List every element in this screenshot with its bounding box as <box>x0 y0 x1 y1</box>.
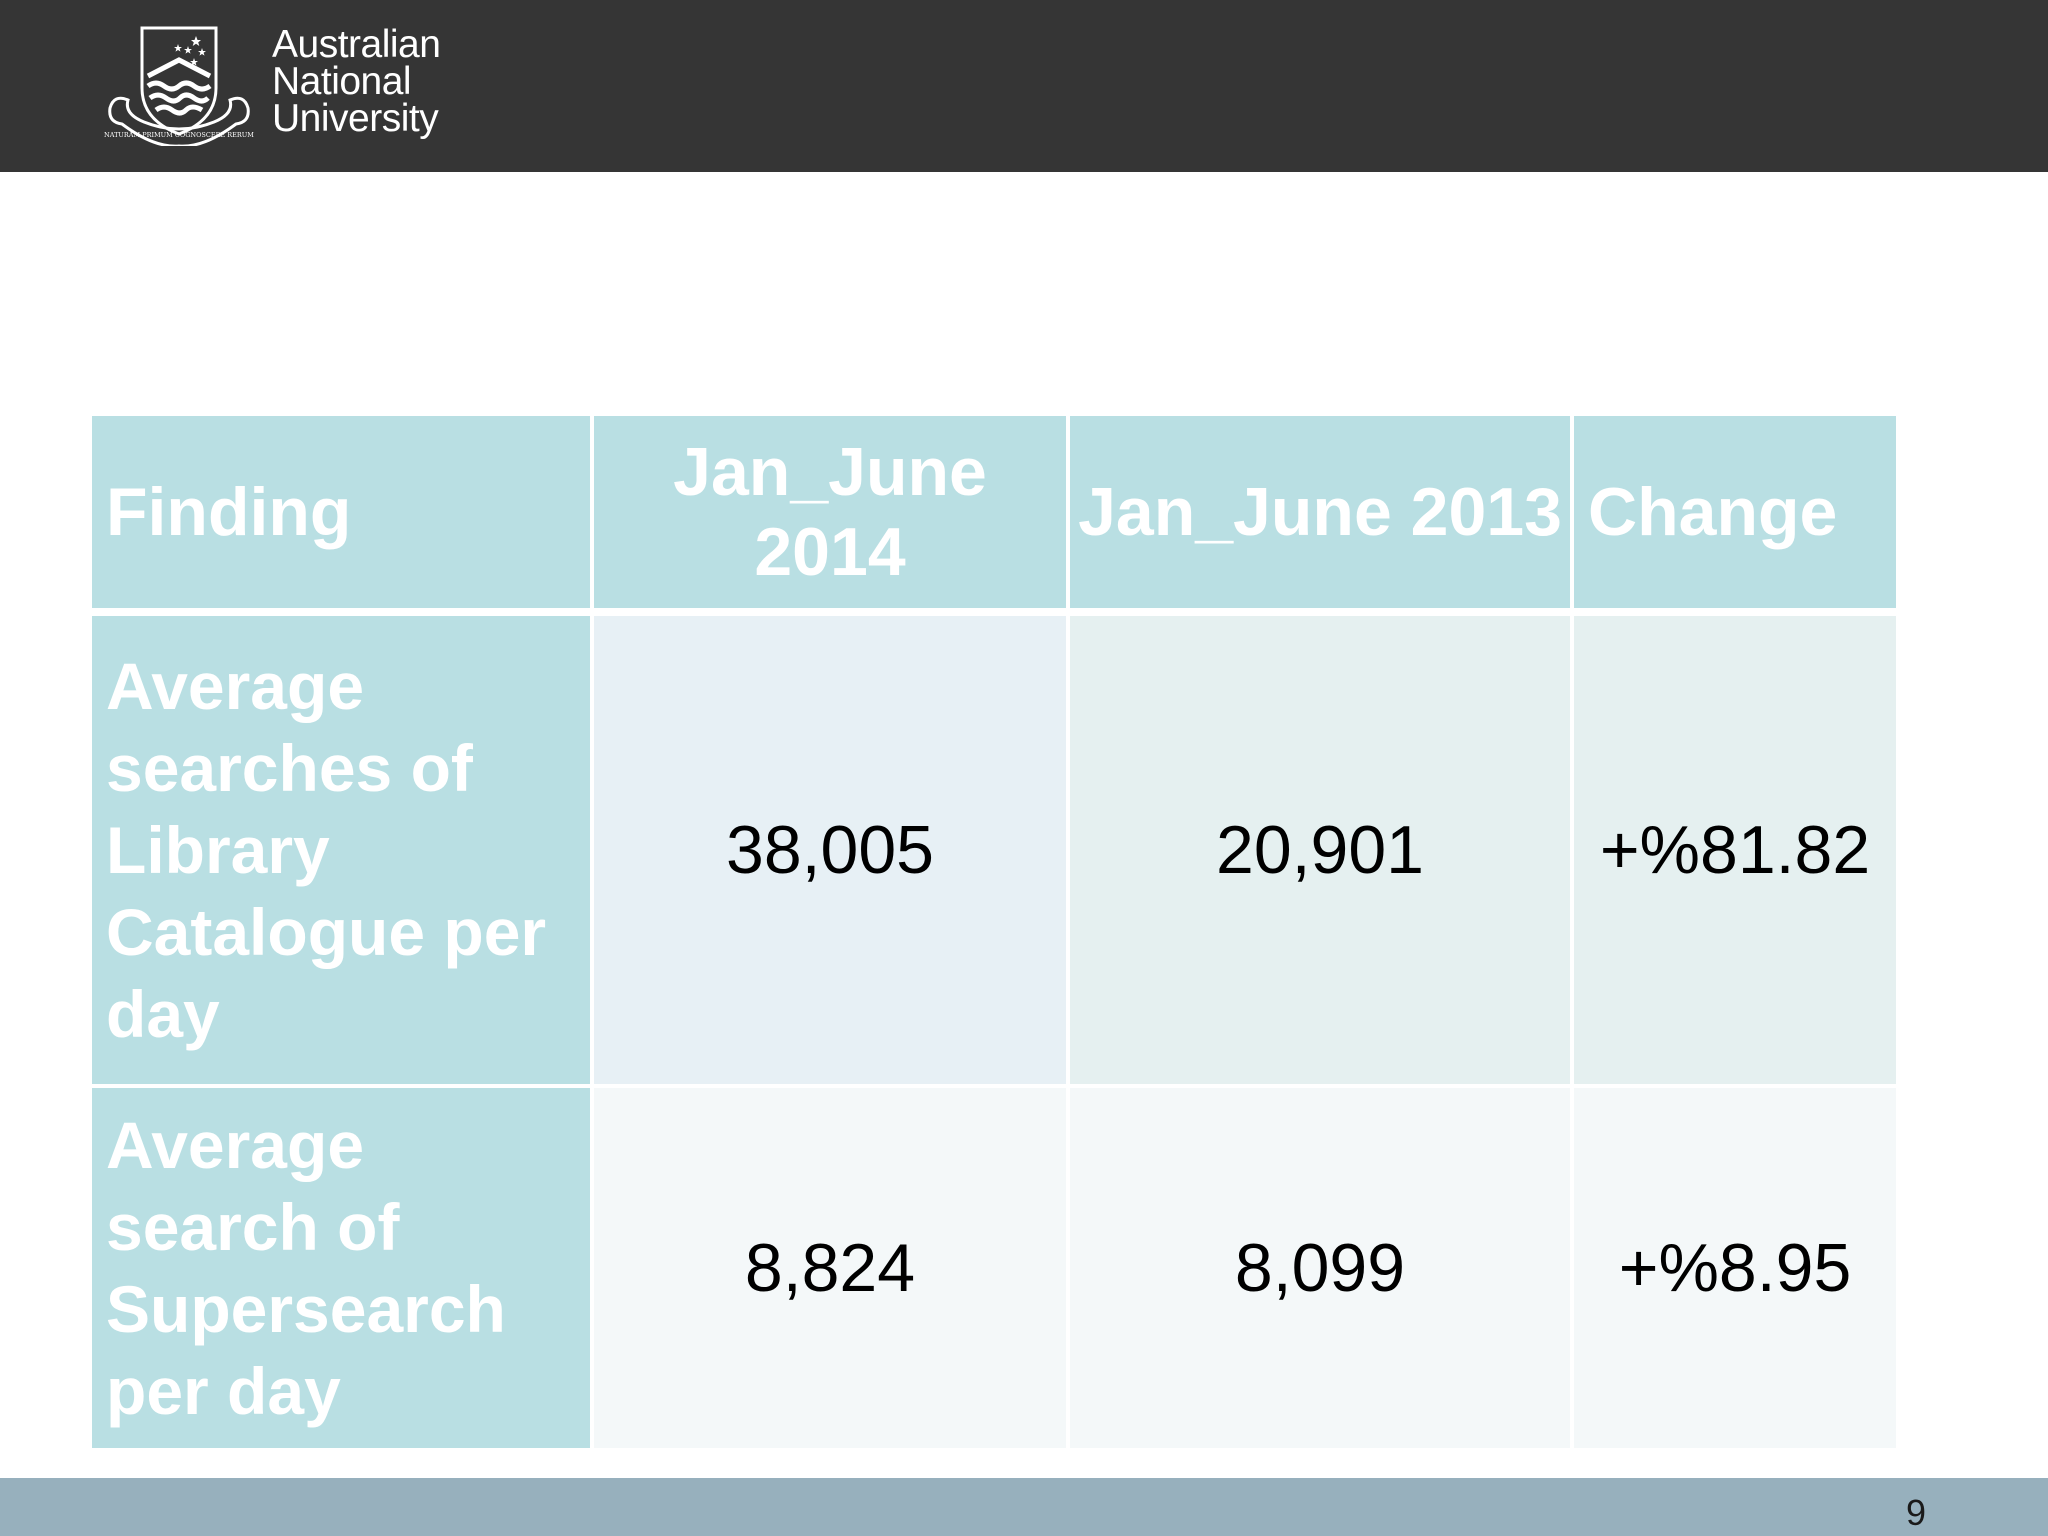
wordmark-line-3: University <box>272 97 439 140</box>
logo-motto: NATURAM PRIMUM COGNOSCERE RERUM <box>104 131 254 139</box>
table-row <box>90 1086 1898 1450</box>
table-header-row <box>90 414 1898 612</box>
header-jan-june-2013: Jan_June 2013 <box>1068 414 1572 612</box>
change-cell: +%81.82 <box>1572 612 1898 1086</box>
header-bar <box>0 0 2048 172</box>
value-2014-cell: 38,005 <box>592 612 1068 1086</box>
university-wordmark <box>272 23 441 140</box>
value-2014-cell: 8,824 <box>592 1086 1068 1450</box>
table-row <box>90 612 1898 1086</box>
findings-table <box>88 412 1900 1452</box>
change-cell: +%8.95 <box>1572 1086 1898 1450</box>
finding-cell: Average searches of Library Catalogue per day <box>90 612 592 1086</box>
finding-cell: Average search of Supersearch per day <box>90 1086 592 1450</box>
footer-bar <box>0 1478 2048 1536</box>
header-change: Change <box>1572 414 1898 612</box>
header-jan-june-2014: Jan_June 2014 <box>592 414 1068 612</box>
value-2013-cell: 20,901 <box>1068 612 1572 1086</box>
wordmark-line-2: National <box>272 60 412 103</box>
header-finding: Finding <box>90 414 592 612</box>
page-number: 9 <box>1905 1492 1926 1533</box>
value-2013-cell: 8,099 <box>1068 1086 1572 1450</box>
anu-crest-icon <box>104 24 254 146</box>
wordmark-line-1: Australian <box>272 23 441 66</box>
